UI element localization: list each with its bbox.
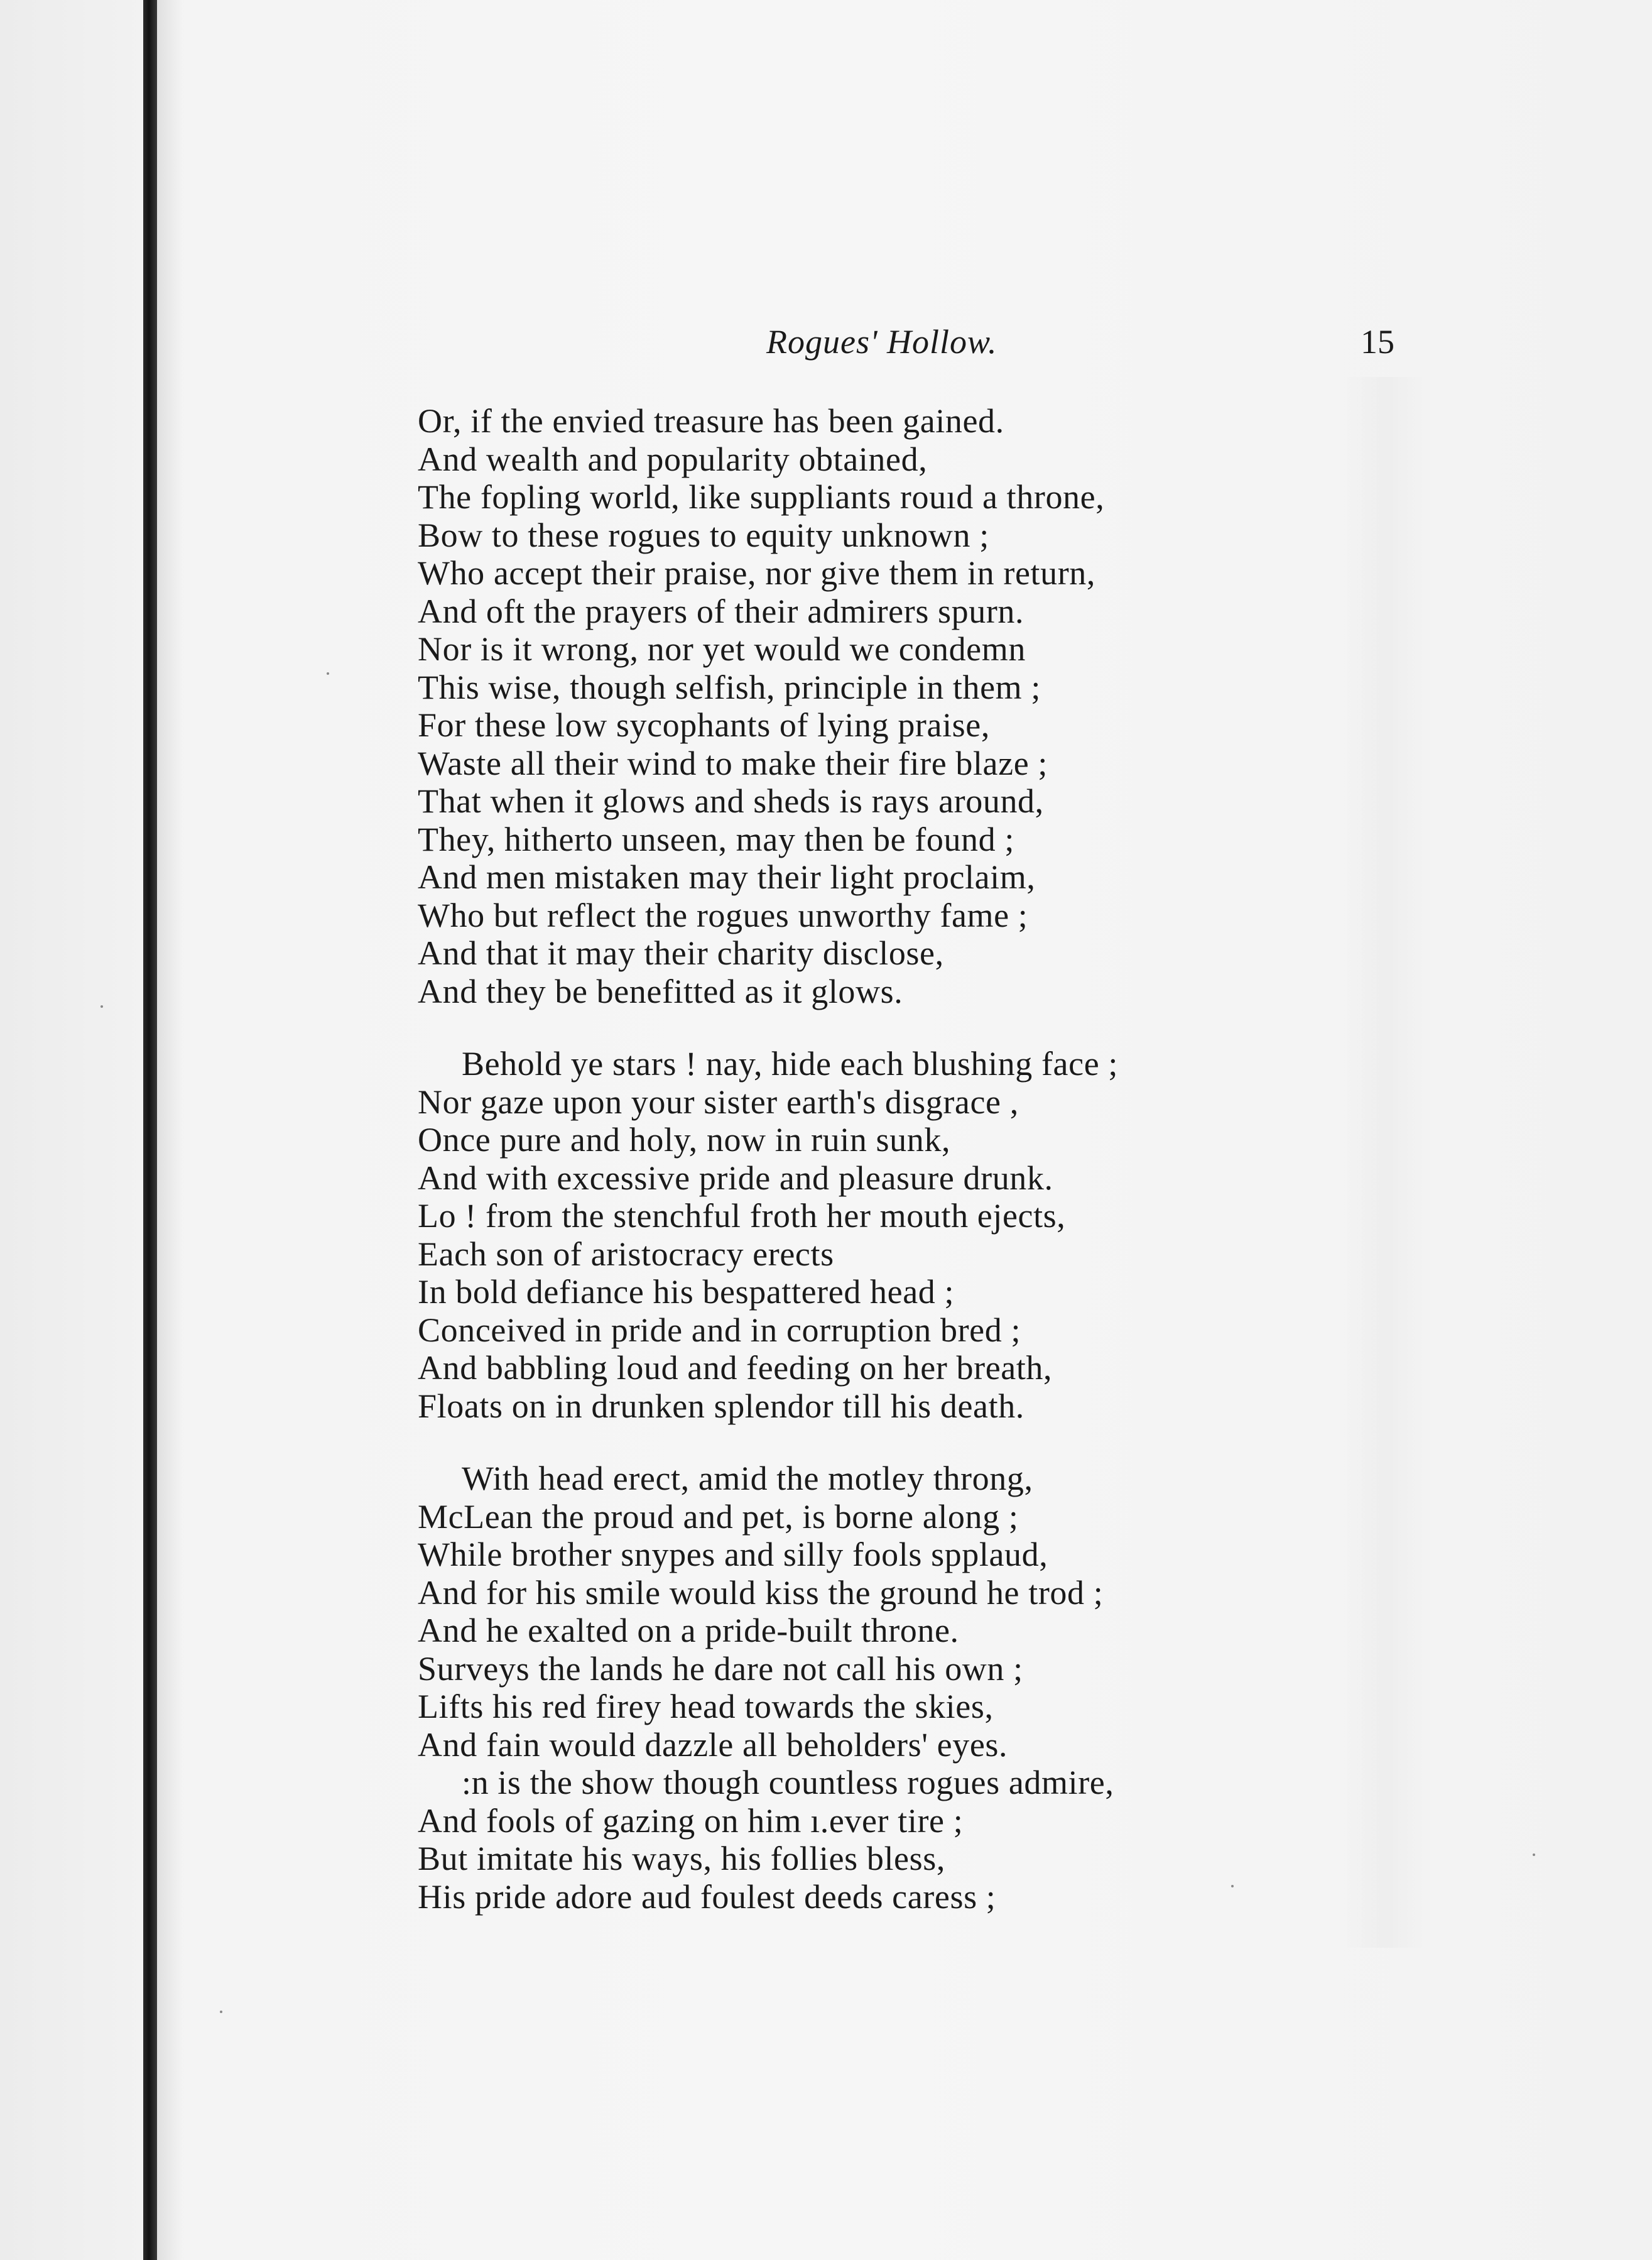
poem-line: But imitate his ways, his follies bless,: [418, 1840, 945, 1877]
poem-line: And fain would dazzle all beholders' eyes.: [418, 1725, 1008, 1764]
stanza-3: [418, 1460, 1423, 1916]
paper-speck: [1231, 1885, 1234, 1887]
paper-speck: [101, 1005, 103, 1008]
poem-line: And fools of gazing on him ı.ever tire ;: [418, 1801, 964, 1840]
stanza-2: [418, 1045, 1423, 1425]
paper-speck: [327, 672, 329, 675]
running-head: [415, 317, 1394, 368]
poem-line: While brother snypes and silly fools spplaud,: [418, 1536, 1048, 1573]
poem-line: Nor gaze upon your sister earth's disgrace ,: [418, 1083, 1019, 1121]
poem-line: The fopling world, like suppliants rouıd a throne,: [418, 478, 1105, 516]
poem-line: And for his smile would kiss the ground he trod ;: [418, 1573, 1104, 1612]
poem-line: With head erect, amid the motley throng,: [462, 1460, 1033, 1497]
poem-line: Bow to these rogues to equity unknown ;: [418, 516, 989, 554]
poem-line: And with excessive pride and pleasure drunk.: [418, 1159, 1053, 1197]
binding-edge: [143, 0, 157, 2260]
poem-line: His pride adore aud foulest deeds caress ;: [418, 1877, 996, 1916]
poem-line: Lifts his red firey head towards the skies,: [418, 1688, 994, 1725]
poem-line: Waste all their wind to make their fire blaze ;: [418, 744, 1048, 782]
paper-speck: [220, 2011, 222, 2013]
poem-line: Conceived in pride and in corruption bred ;: [418, 1311, 1021, 1349]
poem-line: :n is the show though countless rogues admire,: [462, 1764, 1114, 1801]
poem-line: Once pure and holy, now in ruin sunk,: [418, 1121, 951, 1159]
poem-line: They, hitherto unseen, may then be found ;: [418, 820, 1014, 858]
poem-line: And they be benefitted as it glows.: [418, 972, 903, 1010]
poem-line: In bold defiance his bespattered head ;: [418, 1273, 955, 1311]
poem-line: And oft the prayers of their admirers spurn.: [418, 592, 1024, 630]
poem-line: And babbling loud and feeding on her breath,: [418, 1349, 1053, 1387]
poem-line: Who accept their praise, nor give them in return,: [418, 554, 1095, 592]
stanza-1: [418, 402, 1423, 1010]
binding-shadow: [157, 0, 182, 2260]
poem-line: That when it glows and sheds is rays around,: [418, 782, 1044, 820]
poem-line: Nor is it wrong, nor yet would we condemn: [418, 630, 1026, 668]
poem-line: And he exalted on a pride-built throne.: [418, 1612, 959, 1649]
poem-line: Surveys the lands he dare not call his own ;: [418, 1649, 1023, 1688]
poem-line: Floats on in drunken splendor till his death.: [418, 1387, 1024, 1425]
paper-speck: [1533, 1853, 1535, 1856]
poem-line: And men mistaken may their light proclaim,: [418, 858, 1036, 896]
poem-line: And that it may their charity disclose,: [418, 934, 944, 972]
poem-text: [418, 402, 1423, 1950]
poem-line: Lo ! from the stenchful froth her mouth ejects,: [418, 1197, 1066, 1235]
poem-line: Who but reflect the rogues unworthy fame ;: [418, 896, 1028, 934]
poem-line: For these low sycophants of lying praise,: [418, 706, 990, 744]
poem-line: Or, if the envied treasure has been gained.: [418, 402, 1004, 440]
poem-line: McLean the proud and pet, is borne along ;: [418, 1497, 1019, 1536]
poem-line: This wise, though selfish, principle in them ;: [418, 668, 1041, 706]
poem-line: Behold ye stars ! nay, hide each blushing face ;: [462, 1045, 1118, 1083]
poem-line: And wealth and popularity obtained,: [418, 440, 928, 478]
running-title: Rogues' Hollow.: [766, 323, 997, 361]
poem-line: Each son of aristocracy erects: [418, 1235, 834, 1273]
page-number: 15: [1361, 323, 1394, 361]
